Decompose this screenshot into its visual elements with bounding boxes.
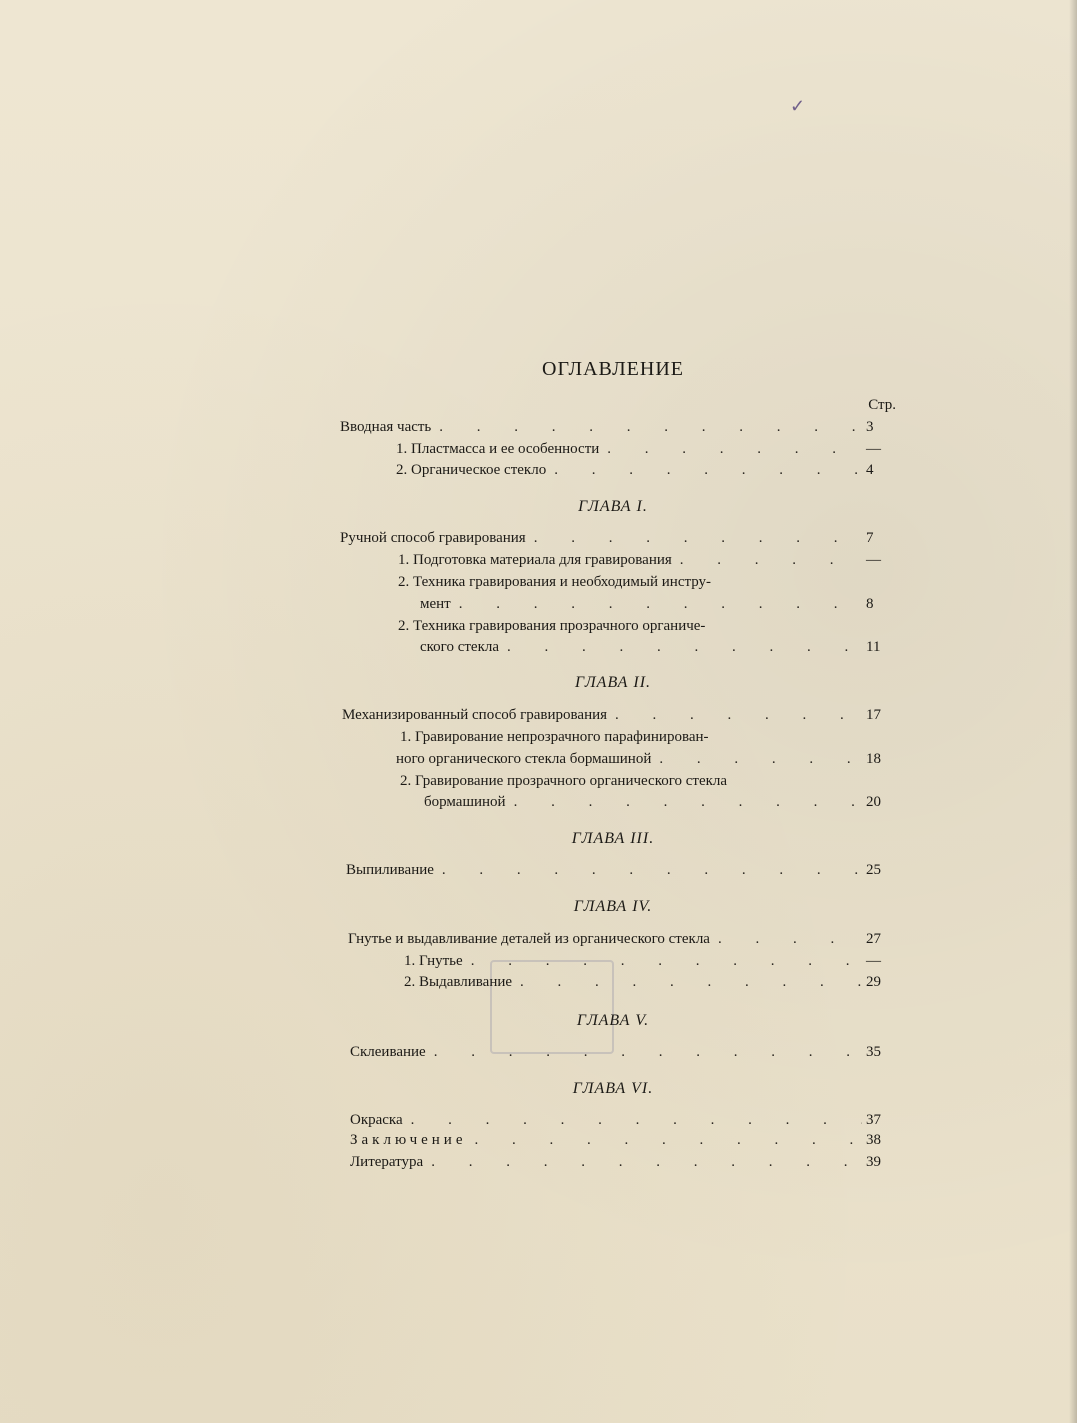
toc-entry[interactable] [398,550,896,571]
leader-dots [546,460,862,481]
toc-entry-label: Литература [350,1154,424,1170]
toc-entry-page: 3 [866,419,874,435]
toc-entry-page: 37 [866,1112,881,1128]
toc-entry-label: 1. Гнутье [404,953,463,969]
toc-entry-label[interactable]: 1. Гравирование непрозрачного парафинирован- [400,729,709,745]
toc-entry-label: Ручной способ гравирования [340,530,526,546]
chapter-heading: ГЛАВА V. [576,1012,650,1029]
toc-entry-page: 4 [866,462,874,478]
leader-dots [526,528,862,549]
toc-entry-label-cont: ного органического стекла бормашиной [396,751,652,767]
toc-entry-page: 20 [866,794,881,810]
toc-entry[interactable] [404,972,896,993]
toc-entry-page: 35 [866,1044,881,1060]
toc-entry-label: Склеивание [350,1044,426,1060]
leader-dots [499,637,862,658]
toc-entry[interactable] [350,1152,896,1173]
leader-dots [599,439,862,460]
leader-dots [431,417,862,438]
toc-entry-page: — [866,552,881,568]
toc-entry-label[interactable]: 2. Техника гравирования прозрачного органиче- [398,618,706,634]
leader-dots [506,792,862,813]
toc-entry-chapter-1[interactable] [340,528,896,549]
toc-entry[interactable] [350,1110,896,1131]
leader-dots [463,951,862,972]
leader-dots [607,705,862,726]
toc-entry[interactable] [350,1130,896,1151]
leader-dots [467,1130,863,1151]
page-edge-shadow [1069,0,1077,1423]
toc-entry[interactable] [420,594,896,615]
toc-entry[interactable] [396,460,896,481]
toc-entry[interactable] [396,439,896,460]
toc-entry-label: 2. Органическое стекло [396,462,547,478]
toc-entry-page: — [866,953,881,969]
chapter-heading: ГЛАВА VI. [572,1080,654,1097]
toc-entry[interactable] [420,637,896,658]
toc-entry-page: 29 [866,974,881,990]
toc-entry-page: 18 [866,751,881,767]
toc-entry-label-cont: бормашиной [424,794,506,810]
toc-entry[interactable] [396,749,896,770]
toc-entry-label-cont: ского стекла [420,639,500,655]
leader-dots [403,1110,862,1131]
chapter-heading: ГЛАВА I. [578,498,648,515]
chapter-heading: ГЛАВА II. [574,674,652,691]
toc-entry-label[interactable]: 2. Техника гравирования и необходимый инстру- [398,574,712,590]
toc-entry-label: 2. Выдавливание [404,974,513,990]
toc-entry-page: 7 [866,530,874,546]
toc-entry-intro[interactable] [340,417,896,438]
toc-entry-page: 25 [866,862,881,878]
toc-entry-label: Выпиливание [346,862,434,878]
leader-dots [710,929,862,950]
toc-entry-page: 38 [866,1132,881,1148]
toc-entry-label: Гнутье и выдавливание деталей из органического стекла [348,931,710,947]
toc-entry-label-cont: мент [420,596,451,612]
chapter-heading: ГЛАВА IV. [573,898,653,915]
toc-entry-chapter-4[interactable] [348,929,896,950]
toc-entry-label: Механизированный способ гравирования [342,707,608,723]
leader-dots [672,550,862,571]
toc-entry-label: 1. Подготовка материала для гравирования [398,552,672,568]
toc-entry-page: 17 [866,707,881,723]
leader-dots [423,1152,862,1173]
page-column-label: Стр. [868,397,896,413]
toc-entry-page: 8 [866,596,874,612]
toc-entry-page: 11 [866,639,881,655]
toc-entry[interactable] [404,951,896,972]
toc-entry-page: 39 [866,1154,881,1170]
leader-dots [451,594,862,615]
leader-dots [512,972,862,993]
toc-entry-label: Заключение [350,1132,467,1148]
toc-entry-label[interactable]: 2. Гравирование прозрачного органического стекла [400,773,728,789]
chapter-heading: ГЛАВА III. [571,830,655,847]
toc-entry-label: Окраска [350,1112,403,1128]
leader-dots [434,860,862,881]
leader-dots [426,1042,862,1063]
toc-entry-page: 27 [866,931,881,947]
toc-title: ОГЛАВЛЕНИЕ [542,358,684,380]
toc-entry-chapter-2[interactable] [342,705,896,726]
leader-dots [651,749,862,770]
toc-entry-chapter-3[interactable] [346,860,896,881]
toc-entry-page: — [866,441,881,457]
toc-entry[interactable] [424,792,896,813]
toc-entry-label: Вводная часть [340,419,432,435]
ink-mark: ✓ [790,96,806,116]
toc-entry-label: 1. Пластмасса и ее особенности [396,441,600,457]
toc-entry-chapter-5[interactable] [350,1042,896,1063]
